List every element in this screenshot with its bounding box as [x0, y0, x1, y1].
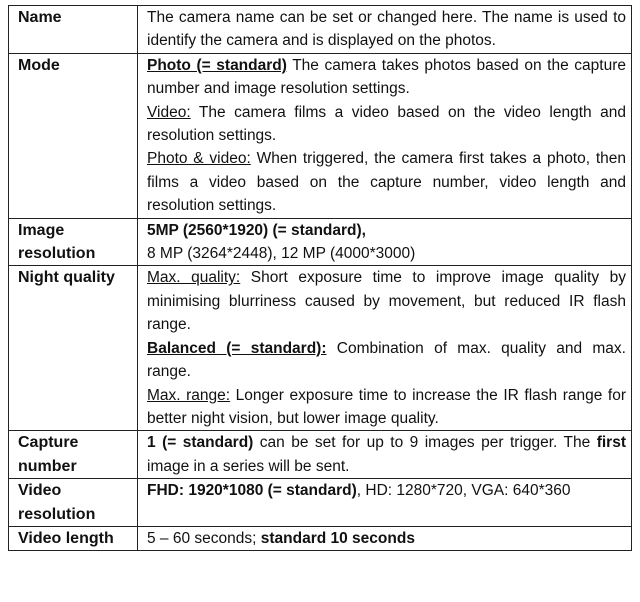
night-balanced — [147, 337, 626, 384]
row-label-mode: Mode — [9, 53, 138, 218]
mode-video — [147, 101, 626, 148]
table-row — [9, 6, 632, 54]
image-resolution-other: 8 MP (3264*2448), 12 MP (4000*3000) — [147, 245, 416, 263]
night-bal-term: Balanced (= standard): — [147, 339, 327, 357]
mode-photo — [147, 54, 626, 101]
capture-standard: 1 (= standard) — [147, 434, 254, 452]
mode-photovideo-text: When triggered, the camera first takes a photo, then films a video based on the capture number, video length and resolution settings. — [147, 150, 627, 215]
capture-text1: can be set for up to 9 images per trigger. The — [253, 434, 597, 452]
night-max-quality — [147, 266, 626, 336]
row-label-image-resolution: Image resolution — [9, 218, 138, 266]
row-desc-mode — [138, 53, 632, 218]
row-label-name: Name — [9, 6, 138, 54]
table-row — [9, 53, 632, 218]
night-max-range — [147, 384, 626, 431]
table-row — [9, 266, 632, 431]
row-label-video-resolution: Video resolution — [9, 479, 138, 527]
night-maxr-text: Longer exposure time to increase the IR flash range for better night vision, but lower image quality. — [147, 386, 626, 427]
row-desc-image-resolution — [138, 218, 632, 266]
video-length-standard: standard 10 seconds — [260, 529, 415, 547]
video-res-rest: , HD: 1280*720, VGA: 640*360 — [356, 482, 571, 500]
table-row — [9, 218, 632, 266]
video-length-range: 5 – 60 seconds; — [147, 529, 261, 547]
night-maxq-term: Max. quality: — [147, 269, 241, 287]
capture-first: first — [596, 434, 626, 452]
row-label-video-length: Video length — [9, 526, 138, 550]
mode-video-text: The camera films a video based on the video length and resolution settings. — [147, 103, 626, 145]
row-label-capture-number: Capture number — [9, 431, 138, 479]
mode-photo-video — [147, 147, 626, 217]
mode-photo-text: The camera takes photos based on the capture number and image resolution settings. — [147, 56, 626, 98]
night-maxq-text: Short exposure time to improve image quality by minimising blurriness caused by movement, but reduced IR flash range. — [147, 269, 626, 334]
row-desc-night-quality — [138, 266, 632, 431]
mode-photo-term: Photo (= standard) — [147, 56, 287, 74]
capture-text2: image in a series will be sent. — [147, 457, 350, 475]
video-res-fhd: FHD: 1920*1080 (= standard) — [147, 482, 357, 500]
table-row — [9, 431, 632, 479]
settings-table — [8, 5, 632, 551]
table-row — [9, 479, 632, 527]
row-desc-video-resolution — [138, 479, 632, 527]
image-resolution-standard: 5MP (2560*1920) (= standard), — [147, 221, 366, 239]
row-desc-name: The camera name can be set or changed here. The name is used to identify the camera and is displayed on the photos. — [138, 6, 632, 54]
row-label-night-quality: Night quality — [9, 266, 138, 431]
row-desc-video-length — [138, 526, 632, 550]
table-row — [9, 526, 632, 550]
mode-video-term: Video: — [147, 103, 191, 121]
mode-photovideo-term: Photo & video: — [147, 150, 251, 168]
row-desc-capture-number — [138, 431, 632, 479]
night-bal-text: Combination of max. quality and max. range. — [147, 339, 626, 381]
night-maxr-term: Max. range: — [147, 386, 231, 404]
